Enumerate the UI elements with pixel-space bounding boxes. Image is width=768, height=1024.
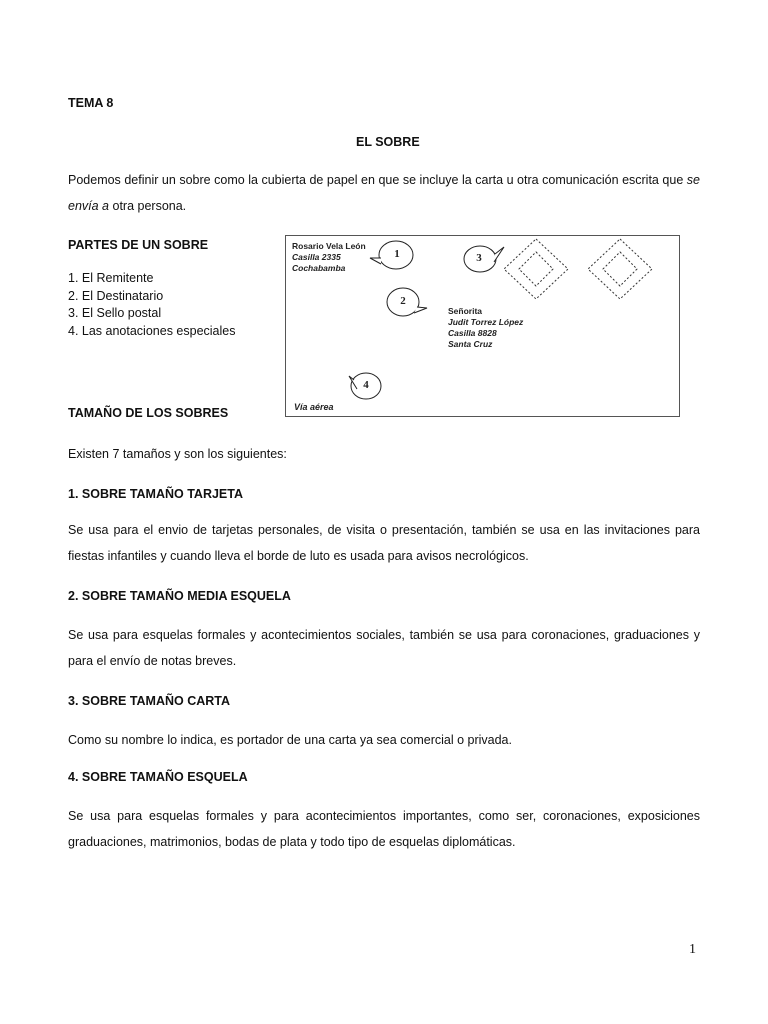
postage-stamp <box>504 239 568 299</box>
topic-heading: TEMA 8 <box>68 96 114 110</box>
parts-list-item: 4. Las anotaciones especiales <box>68 323 236 338</box>
sizes-intro: Existen 7 tamaños y son los siguientes: <box>68 447 287 461</box>
callout-1-bubble <box>370 241 413 269</box>
postage-stamp <box>588 239 652 299</box>
page-title: EL SOBRE <box>356 135 420 149</box>
special-note: Vía aérea <box>294 402 334 412</box>
sender-line: Rosario Vela León <box>292 241 366 251</box>
parts-list-item: 3. El Sello postal <box>68 306 162 320</box>
section-heading: 1. SOBRE TAMAÑO TARJETA <box>68 487 244 501</box>
callout-3-number: 3 <box>476 252 482 264</box>
section-heading: 2. SOBRE TAMAÑO MEDIA ESQUELA <box>68 589 291 603</box>
section-paragraph: Como su nombre lo indica, es portador de una carta ya sea comercial o privada. <box>68 733 512 747</box>
callout-2-bubble <box>387 288 427 316</box>
page-number: 1 <box>689 942 696 957</box>
recipient-line: Casilla 8828 <box>448 328 497 338</box>
sizes-heading: TAMAÑO DE LOS SOBRES <box>68 406 229 420</box>
section-heading: 3. SOBRE TAMAÑO CARTA <box>68 694 231 708</box>
section-paragraph: Se usa para el envio de tarjetas personales, de visita o presentación, también se usa en las invitaciones para fiestas infantiles y cuando lleva el borde de luto es usada para avisos necrológicos. <box>68 523 700 563</box>
intro-text-1: Podemos definir un sobre como la cubierta de papel en que se incluye la carta u otra comunicación escrita que <box>68 173 687 187</box>
intro-text-2: otra persona. <box>109 199 187 213</box>
envelope-diagram <box>285 235 680 417</box>
parts-list-item: 2. El Destinatario <box>68 288 164 303</box>
intro-italic-text: se envía a <box>68 173 700 213</box>
section-heading: 4. SOBRE TAMAÑO ESQUELA <box>68 770 248 784</box>
callout-1-number: 1 <box>394 248 400 260</box>
parts-list-item: 1. El Remitente <box>68 271 154 285</box>
callout-3-bubble <box>464 246 504 272</box>
recipient-line: Santa Cruz <box>448 339 493 349</box>
recipient-line: Señorita <box>448 306 483 316</box>
section-paragraph: Se usa para esquelas formales y acontecimientos sociales, también se usa para coronaciones, graduaciones y para el envío de notas breves. <box>68 628 700 668</box>
callout-4-number: 4 <box>363 379 369 391</box>
parts-heading: PARTES DE UN SOBRE <box>68 238 209 252</box>
callout-2-number: 2 <box>400 295 406 307</box>
sender-line: Casilla 2335 <box>292 252 341 262</box>
section-paragraph: Se usa para esquelas formales y para acontecimientos importantes, como ser, coronaciones, exposiciones graduaciones, matrimonios, bodas de plata y todo tipo de esquelas diplomáticas. <box>68 809 700 849</box>
recipient-line: Judit Torrez López <box>448 317 524 327</box>
sender-line: Cochabamba <box>292 263 346 273</box>
parts-list <box>68 270 235 340</box>
intro-paragraph <box>68 167 700 219</box>
